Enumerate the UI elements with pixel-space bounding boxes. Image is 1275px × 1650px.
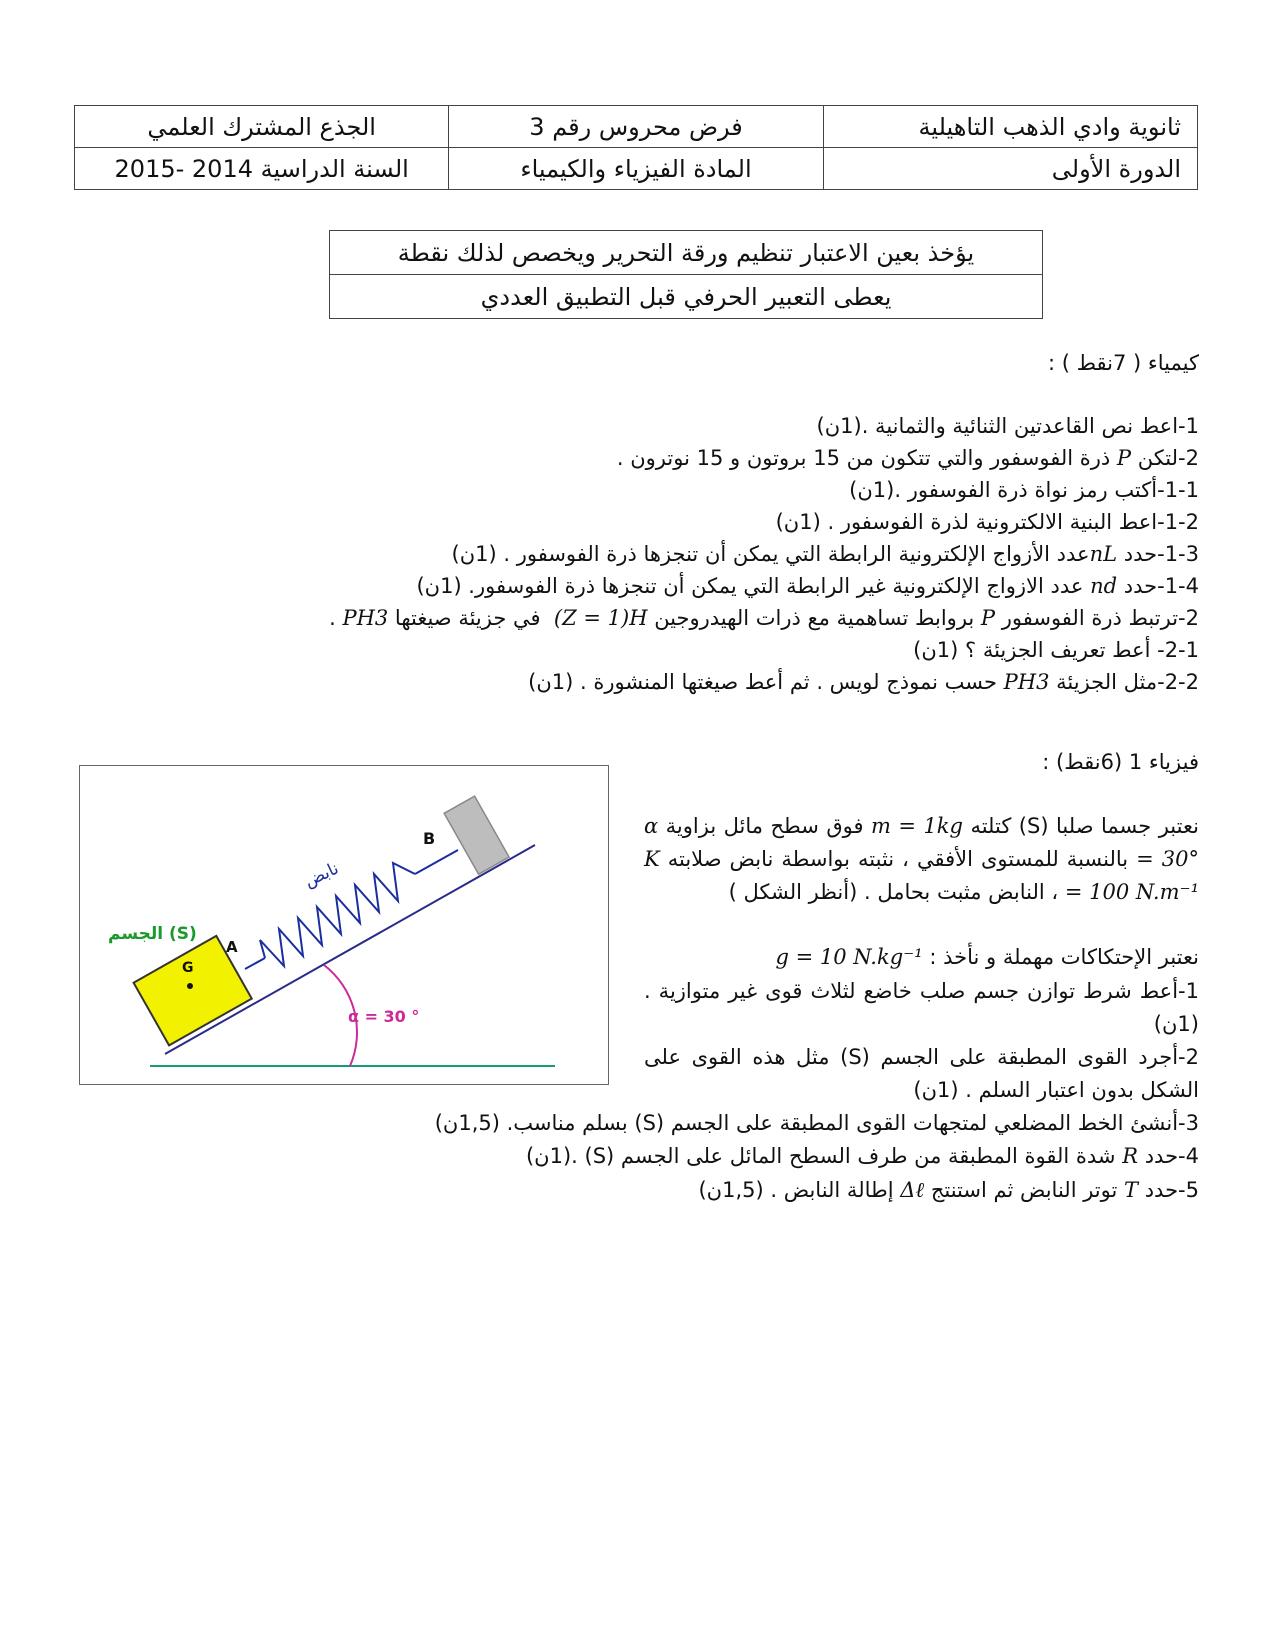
header-session: الدورة الأولى [823,148,1197,190]
inclined-plane-figure [79,765,609,1085]
spring-rod [415,850,458,874]
phys-q4-var: R [1122,1144,1139,1168]
chem-q2-pre: 2-لتكن [1131,446,1199,470]
label-B: B [423,829,436,848]
phys-q4-post: شدة القوة المطبقة من طرف السطح المائل على الجسم (S) .(1ن) [525,1144,1123,1168]
label-A: A [226,938,238,956]
phys-q5-pre: 5-حدد [1138,1178,1199,1202]
chem-q2-3 [452,539,1200,569]
phys-intro-1: نعتبر جسما صلبا (S) كتلته [970,814,1199,838]
figure-svg [80,766,608,1084]
chem-q3-c: بروابط تساهمية مع ذرات الهيدروجين [647,606,981,630]
notice-box [329,230,1043,319]
chemistry-title: كيمياء ( 7نقط ) : [1047,351,1199,375]
spring-label: نابض [301,858,342,892]
header-subject: المادة الفيزياء والكيمياء [449,148,823,190]
phys-q5-var2: Δℓ [900,1178,925,1202]
phys-q5-mid: توتر النابض ثم استنتج [924,1178,1124,1202]
header-row-1 [75,106,1198,148]
chem-q3-2 [528,667,1199,697]
label-G: G [182,960,194,976]
header-table [74,105,1198,190]
notice-line-2: يعطى التعبير الحرفي قبل التطبيق العددي [330,275,1043,319]
chem-q3-2-post: حسب نموذج لويس . ثم أعط صيغتها المنشورة . (1ن) [528,670,1004,694]
header-school: ثانوية وادي الذهب التاهيلية [823,106,1197,148]
chem-q2-4-var: nd [1090,574,1118,598]
notice-line-1: يؤخذ بعين الاعتبار تنظيم ورقة التحرير ويخصص لذلك نقطة [330,231,1043,275]
phys-assume: نعتبر الإحتكاكات مهملة و نأخذ : [929,945,1199,969]
chem-q2-3-pre: 1-3-حدد [1117,542,1199,566]
chem-q2-2: 1-2-اعط البنية الالكترونية لذرة الفوسفور . (1ن) [775,510,1199,534]
chem-q2-post: ذرة الفوسفور والتي تتكون من 15 بروتون و 15 نوترون . [616,446,1117,470]
point-G [187,983,193,989]
phys-angle: α = 30° [644,814,1199,871]
phys-gravity: g = 10 N.kg⁻¹ [775,945,923,969]
phys-q4-pre: 4-حدد [1138,1144,1199,1168]
chem-q3-2-var: PH3 [1003,670,1050,694]
body-label: الجسم (S) [108,924,197,944]
phys-q5 [698,1175,1199,1205]
spring-rod-a [245,958,265,969]
chem-q3-b: P [980,606,996,630]
header-row-2 [75,148,1198,190]
chem-q3-g: PH3 [342,606,389,630]
chem-q2-3-var: nL [1089,542,1118,566]
phys-intro-3: بالنسبة للمستوى الأفقي ، نثبته بواسطة نابض صلابته [667,847,1129,871]
phys-q1: 1-أعط شرط توازن جسم صلب خاضع لثلاث قوى غير متوازية . (1ن) [644,979,1199,1036]
header-exam: فرض محروس رقم 3 [449,106,823,148]
chem-q2-4-pre: 1-4-حدد [1117,574,1199,598]
chem-q2-1: 1-1-أكتب رمز نواة ذرة الفوسفور .(1ن) [849,478,1199,502]
chem-q3-f: في جزيئة صيغتها [388,606,548,630]
chem-q2-var: P [1116,446,1132,470]
phys-intro-4: ، النابض مثبت بحامل . (أنظر الشكل ) [728,880,1059,904]
chem-q2-4 [416,571,1199,601]
chem-q3-1: 2-1- أعط تعريف الجزيئة ؟ (1ن) [913,638,1199,662]
phys-stiffness: K = 100 N.m⁻¹ [644,847,1199,904]
chem-q1: 1-اعط نص القاعدتين الثنائية والثمانية .(1ن) [816,414,1199,438]
phys-q5-post: إطالة النابض . (1,5ن) [698,1178,901,1202]
support-block [444,796,509,874]
chem-q3 [329,603,1199,633]
physics-intro [644,810,1199,909]
chem-q2 [617,443,1199,473]
header-year: السنة الدراسية 2014 -2015 [75,148,449,190]
phys-assume-line [775,942,1199,972]
header-level: الجذع المشترك العلمي [75,106,449,148]
angle-label: α = 30 ° [348,1007,420,1026]
physics-title: فيزياء 1 (6نقط) : [1042,750,1199,774]
chem-q3-a: 2-ترتبط ذرة الفوسفور [995,606,1199,630]
phys-q2: 2-أجرد القوى المطبقة على الجسم (S) مثل هذه القوى على الشكل بدون اعتبار السلم . (1ن) [644,1045,1199,1102]
phys-q4 [526,1141,1199,1171]
chem-q2-4-post: عدد الازواج الإلكترونية غير الرابطة التي يمكن أن تنجزها ذرة الفوسفور. (1ن) [416,574,1091,598]
phys-q5-var: T [1124,1178,1139,1202]
phys-q3: 3-أنشئ الخط المضلعي لمتجهات القوى المطبقة على الجسم (S) بسلم مناسب. (1,5ن) [434,1111,1199,1135]
chem-q3-h: . [329,606,343,630]
phys-mass: m = 1kg [871,814,963,838]
chem-q3-d: H [629,606,648,630]
chem-q3-e: (Z = 1) [547,606,630,630]
chem-q3-2-pre: 2-2-مثل الجزيئة [1049,670,1199,694]
chem-q2-3-post: عدد الأزواج الإلكترونية الرابطة التي يمكن أن تنجزها ذرة الفوسفور . (1ن) [451,542,1090,566]
phys-intro-2: فوق سطح مائل بزاوية [665,814,864,838]
